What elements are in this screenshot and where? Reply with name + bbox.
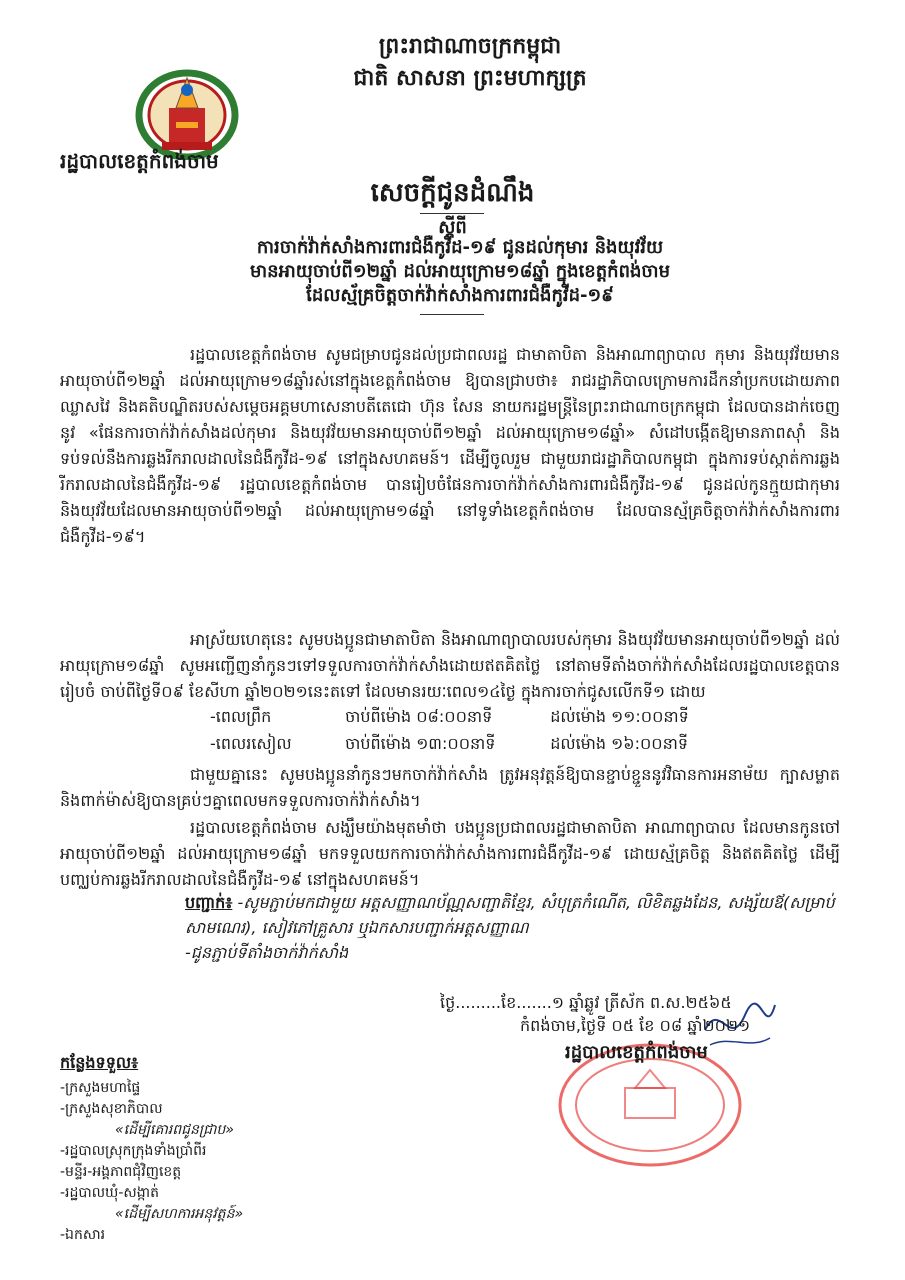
- schedule-from: ចាប់ពីម៉ោង ០៨:០០នាទី: [345, 707, 493, 726]
- recipients-title: កន្លែងទទួល៖: [60, 1053, 139, 1072]
- subject-divider: [420, 314, 484, 315]
- national-motto: ជាតិ សាសនា ព្រះមហាក្សត្រ: [353, 65, 587, 91]
- subject-line: ដែលស្ម័គ្រចិត្តចាក់វ៉ាក់សាំងការពារជំងឺកូវីដ-១៩: [306, 285, 614, 306]
- schedule-period: -ពេលព្រឹក: [210, 707, 272, 726]
- provincial-emblem: [132, 60, 242, 160]
- recipient-item: -ក្រសួងមហាផ្ទៃ: [60, 1080, 141, 1096]
- paragraph-request: អាស្រ័យហេតុនេះ សូមបងប្អូនជាមាតាបិតា និងអាណាព្យាបាលរបស់កុមារ និងយុវវ័យមានអាយុចាប់ពី១២ឆ្នាំ ដល់អាយុក្រោម១៨ឆ្នាំ សូមអញ្ជើញនាំកូនៗទៅទទួលការចាក់វ៉ាក់សាំងដោយឥតគិតថ្លៃ នៅតាមទីតាំងចាក់វ៉ាក់សាំងដែលរដ្ឋបាលខេត្តបានរៀបចំ ចាប់ពីថ្ងៃទី០៩ ខែសីហា ឆ្នាំ២០២១នេះតទៅ ដែលមានរយៈពេល១៤ថ្ងៃ ក្នុងការចាក់ជូសលើកទី១ ដោយ: [60, 630, 840, 701]
- schedule-from: ចាប់ពីម៉ោង ១៣:០០នាទី: [345, 734, 496, 753]
- paragraph-hygiene: ជាមួយគ្នានេះ សូមបងប្អូននាំកូនៗមកចាក់វ៉ាក់សាំង ត្រូវអនុវត្តន៍ឱ្យបានខ្ជាប់ខ្ជួននូវវិធានការអនាម័យ ក្បាសម្លាត និងពាក់ម៉ាស់ឱ្យបានគ្រប់ៗគ្នាពេលមកទទួលការចាក់វ៉ាក់សាំង។: [60, 765, 840, 810]
- recipient-purpose: «ដើម្បីគោរពជូនជ្រាប»: [115, 1122, 234, 1138]
- lunar-date: ថ្ងៃ.........ខែ.......១ ឆ្នាំឆ្លូវ ត្រីស័ក ព.ស.២៥៦៥: [440, 993, 732, 1012]
- note-line-locations: -ជូនភ្ជាប់ទីតាំងចាក់វ៉ាក់សាំង: [185, 943, 349, 962]
- schedule-afternoon: [210, 733, 688, 757]
- note-block: [185, 890, 835, 965]
- subject-line: មានអាយុចាប់ពី១២ឆ្នាំ ដល់អាយុក្រោម១៨ឆ្នាំ ក្នុងខេត្តកំពង់ចាម: [250, 261, 670, 282]
- title-divider: [420, 213, 484, 214]
- kingdom-name: ព្រះរាជាណាចក្រកម្ពុជា: [378, 33, 562, 59]
- paragraph-closing: រដ្ឋបាលខេត្តកំពង់ចាម សង្ឃឹមយ៉ាងមុតមាំថា បងប្អូនប្រជាពលរដ្ឋជាមាតាបិតា អាណាព្យាបាល ដែលមានកូនចៅអាយុចាប់ពី១២ឆ្នាំ ដល់អាយុក្រោម១៨ឆ្នាំ មកទទួលយកការចាក់វ៉ាក់សាំងការពារជំងឺកូវីដ-១៩ ដោយស្ម័គ្រចិត្ត និងឥតគិតថ្លៃ ដើម្បីបញ្ឈប់ការឆ្លងរីករាលដាលនៃជំងឺកូវីដ-១៩ នៅក្នុងសហគមន៍។: [60, 818, 840, 889]
- signatory-authority: រដ្ឋបាលខេត្តកំពង់ចាម: [565, 1042, 708, 1063]
- recipients-list: [60, 1078, 243, 1246]
- recipient-purpose: «ដើម្បីសហការអនុវត្តន៍»: [115, 1206, 244, 1222]
- recipient-item: -រដ្ឋបាលឃុំ-សង្កាត់: [60, 1185, 159, 1201]
- subject-line: ការចាក់វ៉ាក់សាំងការពារជំងឺកូវីដ-១៩ ជូនដល់កុមារ និងយុវវ័យ: [256, 237, 664, 258]
- recipient-item: -ក្រសួងសុខាភិបាល: [60, 1101, 163, 1117]
- schedule-to: ដល់ម៉ោង ១៦:០០នាទី: [550, 734, 689, 753]
- note-label: បញ្ជាក់៖: [185, 893, 233, 912]
- schedule-to: ដល់ម៉ោង ១១:០០នាទី: [550, 707, 689, 726]
- solar-date: កំពង់ចាម,ថ្ងៃទី ០៥ ខែ ០៨ ឆ្នាំ២០២១: [520, 1016, 751, 1035]
- subject-block: [120, 236, 800, 308]
- note-line-documents: -សូមភ្ជាប់មកជាមួយ អត្តសញ្ញាណប័ណ្ណសញ្ជាតិខ្មែរ, សំបុត្រកំណើត, លិខិតឆ្លងដែន, សង្ស័យឪ(សម្រាប់សាមណេរ), សៀវភៅគ្រួសារ ឬឯកសារបញ្ជាក់អត្តសញ្ញាណ: [185, 893, 835, 937]
- recipient-item: -រដ្ឋបាលស្រុកក្រុងទាំងប្រាំពីរ: [60, 1143, 207, 1159]
- kingdom-header: [350, 30, 590, 94]
- subject-label: ស្តីពី: [438, 217, 467, 238]
- schedule-morning: [210, 706, 689, 730]
- paragraph-intro: រដ្ឋបាលខេត្តកំពង់ចាម សូមជម្រាបជូនដល់ប្រជាពលរដ្ឋ ជាមាតាបិតា និងអាណាព្យាបាល កុមារ និងយុវវ័យមានអាយុចាប់ពី១២ឆ្នាំ ដល់អាយុក្រោម១៨ឆ្នាំរស់នៅក្នុងខេត្តកំពង់ចាម ឱ្យបានជ្រាបថា៖ រាជរដ្ឋាភិបាលក្រោមការដឹកនាំប្រកបដោយភាពឈ្លាសវៃ និងគតិបណ្ឌិតរបស់សម្តេចអគ្គមហាសេនាបតីតេជោ ហ៊ុន សែន នាយករដ្ឋមន្ត្រីនៃព្រះរាជាណាចក្រកម្ពុជា ដែលបានដាក់ចេញនូវ «ផែនការចាក់វ៉ាក់សាំងដល់កុមារ និងយុវវ័យមានអាយុចាប់ពី១២ឆ្នាំ ដល់អាយុក្រោម១៨ឆ្នាំ» សំដៅបង្កើតឱ្យមានភាពស៊ាំ និងទប់ទល់នឹងការឆ្លងរីករាលដាលនៃជំងឺកូវីដ-១៩ នៅក្នុងសហគមន៍។ ដើម្បីចូលរួម ជាមួយរាជរដ្ឋាភិបាលកម្ពុជា ក្នុងការទប់ស្កាត់ការឆ្លងរីករាលដាលនៃជំងឺកូវីដ-១៩ រដ្ឋបាលខេត្តកំពង់ចាម បានរៀបចំផែនការចាក់វ៉ាក់សាំងការពារជំងឺកូវីដ-១៩ ជូនដល់កូនក្មួយជាកុមារ និងយុវវ័យដែលមានអាយុចាប់ពី១២ឆ្នាំ ដល់អាយុក្រោម១៨ឆ្នាំ នៅទូទាំងខេត្តកំពង់ចាម ដែលបានស្ម័គ្រចិត្តចាក់វ៉ាក់សាំងការពារជំងឺកូវីដ-១៩។: [60, 345, 840, 546]
- issuing-authority: រដ្ឋបាលខេត្តកំពង់ចាម: [60, 149, 219, 173]
- document-title: សេចក្តីជូនដំណឹង: [370, 178, 535, 208]
- schedule-period: -ពេលរសៀល: [210, 734, 292, 753]
- recipient-item: -មន្ទីរ-អង្គភាពជុំវិញខេត្ត: [60, 1164, 182, 1180]
- recipient-item: -ឯកសារ: [60, 1227, 106, 1243]
